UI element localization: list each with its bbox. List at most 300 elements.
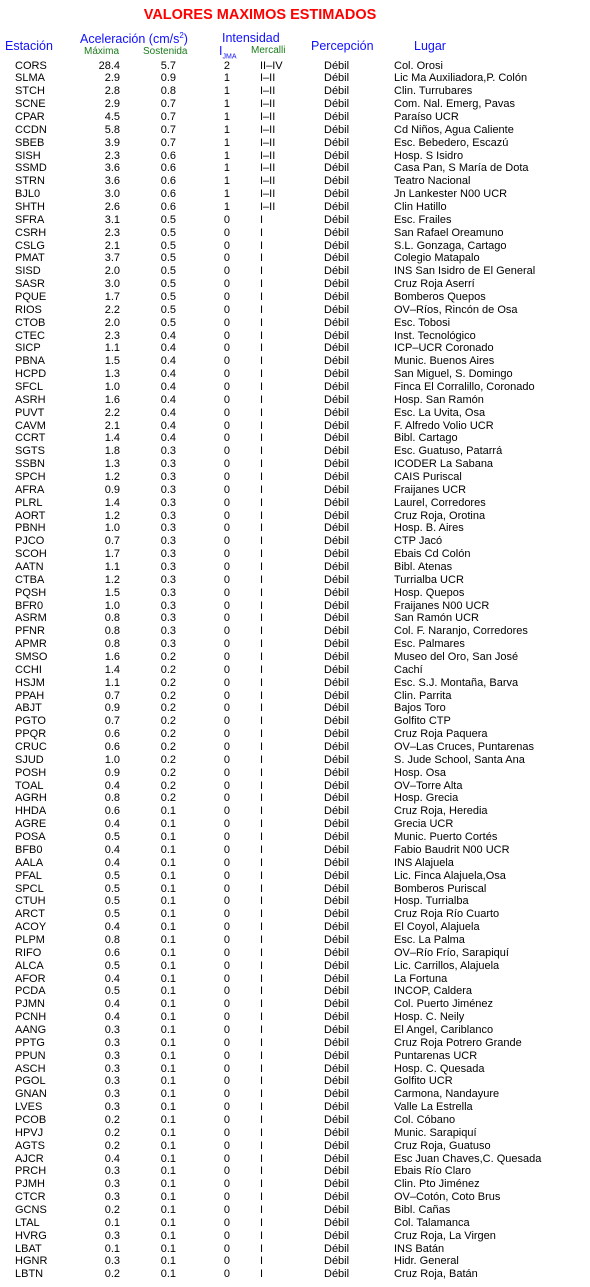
station-code: PBNA <box>15 355 45 368</box>
location: Ebais Cd Colón <box>394 548 471 561</box>
sustained-acceleration: 0.4 <box>160 329 176 342</box>
header-ijma-letter: I <box>219 44 223 58</box>
station-code: HCPD <box>15 368 47 381</box>
table-row <box>0 137 590 150</box>
station-code: CPAR <box>15 110 45 123</box>
perception: Débil <box>324 1165 350 1178</box>
intensity-mercalli: I <box>260 432 264 445</box>
station-code: PPQR <box>15 728 47 741</box>
station-code: HVRG <box>15 1229 47 1242</box>
sustained-acceleration: 0.1 <box>160 1126 176 1139</box>
table-row <box>0 844 590 857</box>
table-row <box>0 188 590 201</box>
station-code: PLRL <box>15 496 43 509</box>
intensity-mercalli: I <box>260 380 264 393</box>
station-code: HPVJ <box>15 1126 44 1139</box>
intensity-mercalli: I <box>260 1139 264 1152</box>
perception: Débil <box>324 599 350 612</box>
perception: Débil <box>324 85 350 98</box>
max-acceleration: 0.8 <box>104 792 120 805</box>
table-row <box>0 973 590 986</box>
intensity-jma: 0 <box>223 342 230 355</box>
max-acceleration: 0.3 <box>104 1229 120 1242</box>
intensity-mercalli: I <box>260 573 264 586</box>
table-row <box>0 664 590 677</box>
intensity-mercalli: I <box>260 1255 264 1268</box>
intensity-mercalli: I <box>260 1268 264 1281</box>
intensity-mercalli: II–IV <box>260 59 283 72</box>
perception: Débil <box>324 265 350 278</box>
intensity-jma: 0 <box>223 239 230 252</box>
perception: Débil <box>324 998 350 1011</box>
perception: Débil <box>324 1139 350 1152</box>
intensity-jma: 0 <box>223 972 230 985</box>
intensity-jma: 0 <box>223 561 230 574</box>
perception: Débil <box>324 329 350 342</box>
table-row <box>0 445 590 458</box>
table-row <box>0 497 590 510</box>
location: Col. F. Naranjo, Corredores <box>394 625 528 638</box>
station-code: CORS <box>15 59 47 72</box>
intensity-jma: 1 <box>223 98 230 111</box>
perception: Débil <box>324 856 350 869</box>
intensity-mercalli: I <box>260 1126 264 1139</box>
table-row <box>0 1230 590 1243</box>
table-row <box>0 600 590 613</box>
intensity-jma: 0 <box>223 856 230 869</box>
max-acceleration: 1.5 <box>104 586 120 599</box>
sustained-acceleration: 0.1 <box>160 1088 176 1101</box>
intensity-jma: 1 <box>223 110 230 123</box>
header-aceleracion-text: Aceleración (cm/s <box>80 32 180 47</box>
sustained-acceleration: 0.6 <box>160 200 176 213</box>
location: Esc Juan Chaves,C. Quesada <box>394 1152 542 1165</box>
intensity-mercalli: I <box>260 1075 264 1088</box>
table-row <box>0 394 590 407</box>
max-acceleration: 2.3 <box>104 329 120 342</box>
intensity-mercalli: I <box>260 1088 264 1101</box>
perception: Débil <box>324 561 350 574</box>
intensity-jma: 0 <box>223 1011 230 1024</box>
sustained-acceleration: 0.1 <box>160 1165 176 1178</box>
perception: Débil <box>324 1023 350 1036</box>
table-row <box>0 484 590 497</box>
intensity-jma: 0 <box>223 882 230 895</box>
sustained-acceleration: 0.3 <box>160 535 176 548</box>
sustained-acceleration: 0.3 <box>160 573 176 586</box>
location: Hosp. B. Aires <box>394 522 464 535</box>
table-row <box>0 420 590 433</box>
station-code: CTEC <box>15 329 45 342</box>
perception: Débil <box>324 1268 350 1281</box>
table-row <box>0 690 590 703</box>
station-code: SICP <box>15 342 41 355</box>
station-code: SHTH <box>15 200 45 213</box>
station-code: ASCH <box>15 1062 46 1075</box>
max-acceleration: 0.8 <box>104 612 120 625</box>
intensity-jma: 0 <box>223 406 230 419</box>
sustained-acceleration: 0.1 <box>160 1178 176 1191</box>
intensity-jma: 0 <box>223 445 230 458</box>
sustained-acceleration: 0.4 <box>160 368 176 381</box>
location: Munic. Sarapiquí <box>394 1126 477 1139</box>
location: S.L. Gonzaga, Cartago <box>394 239 507 252</box>
perception: Débil <box>324 573 350 586</box>
location: Hosp. Turrialba <box>394 895 469 908</box>
location: F. Alfredo Volio UCR <box>394 419 494 432</box>
location: Bomberos Quepos <box>394 290 486 303</box>
max-acceleration: 0.4 <box>104 998 120 1011</box>
intensity-mercalli: I <box>260 676 264 689</box>
max-acceleration: 0.4 <box>104 779 120 792</box>
perception: Débil <box>324 226 350 239</box>
intensity-mercalli: I <box>260 741 264 754</box>
intensity-mercalli: I–II <box>260 110 276 123</box>
intensity-mercalli: I <box>260 316 264 329</box>
perception: Débil <box>324 535 350 548</box>
table-row <box>0 908 590 921</box>
location: Puntarenas UCR <box>394 1049 478 1062</box>
intensity-jma: 0 <box>223 779 230 792</box>
station-code: SPCH <box>15 471 46 483</box>
station-code: CCHI <box>15 663 42 676</box>
sustained-acceleration: 0.4 <box>160 419 176 432</box>
sustained-acceleration: 0.1 <box>160 972 176 985</box>
intensity-jma: 0 <box>223 316 230 329</box>
intensity-jma: 0 <box>223 959 230 972</box>
station-code: POSA <box>15 831 46 844</box>
perception: Débil <box>324 136 350 149</box>
location: Cruz Roja Aserrí <box>394 278 475 291</box>
perception: Débil <box>324 445 350 458</box>
max-acceleration: 2.9 <box>104 98 120 111</box>
perception: Débil <box>324 625 350 638</box>
location: Ebais Río Claro <box>394 1165 472 1178</box>
sustained-acceleration: 0.4 <box>160 406 176 419</box>
max-acceleration: 2.2 <box>104 303 120 316</box>
intensity-mercalli: I <box>260 496 264 509</box>
location: Hosp. Quepos <box>394 586 465 599</box>
sustained-acceleration: 0.3 <box>160 522 176 535</box>
intensity-mercalli: I <box>260 959 264 972</box>
intensity-mercalli: I <box>260 715 264 728</box>
location: Col. Talamanca <box>394 1216 470 1229</box>
table-row <box>0 214 590 227</box>
max-acceleration: 0.3 <box>104 1023 120 1036</box>
intensity-jma: 0 <box>223 548 230 561</box>
perception: Débil <box>324 586 350 599</box>
table-row <box>0 677 590 690</box>
sustained-acceleration: 0.3 <box>160 586 176 599</box>
table-row <box>0 368 590 381</box>
intensity-jma: 1 <box>223 123 230 136</box>
location: Lic. Finca Alajuela,Osa <box>394 869 506 882</box>
intensity-jma: 0 <box>223 1023 230 1036</box>
table-row <box>0 1011 590 1024</box>
sustained-acceleration: 0.2 <box>160 728 176 741</box>
perception: Débil <box>324 882 350 895</box>
sustained-acceleration: 0.3 <box>160 458 176 471</box>
perception: Débil <box>324 1242 350 1255</box>
intensity-mercalli: I <box>260 1242 264 1255</box>
intensity-jma: 0 <box>223 805 230 818</box>
max-acceleration: 0.5 <box>104 908 120 921</box>
station-code: RIOS <box>15 303 42 316</box>
intensity-jma: 0 <box>223 1203 230 1216</box>
max-acceleration: 3.6 <box>104 162 120 175</box>
station-code: PFAL <box>15 869 42 882</box>
intensity-mercalli: I <box>260 766 264 779</box>
table-row <box>0 715 590 728</box>
perception: Débil <box>324 123 350 136</box>
intensity-jma: 0 <box>223 522 230 535</box>
station-code: LBTN <box>15 1268 44 1281</box>
max-acceleration: 0.4 <box>104 818 120 831</box>
intensity-mercalli: I <box>260 548 264 561</box>
location: Grecia UCR <box>394 818 454 831</box>
table-row <box>0 342 590 355</box>
intensity-jma: 0 <box>223 432 230 445</box>
max-acceleration: 2.0 <box>104 316 120 329</box>
perception: Débil <box>324 779 350 792</box>
intensity-jma: 0 <box>223 1088 230 1101</box>
table-row <box>0 432 590 445</box>
perception: Débil <box>324 1126 350 1139</box>
intensity-jma: 0 <box>223 933 230 946</box>
perception: Débil <box>324 483 350 496</box>
location: Turrialba UCR <box>394 573 464 586</box>
sustained-acceleration: 0.5 <box>160 290 176 303</box>
intensity-jma: 0 <box>223 1242 230 1255</box>
sustained-acceleration: 0.3 <box>160 561 176 574</box>
intensity-mercalli: I <box>260 213 264 226</box>
intensity-jma: 0 <box>223 651 230 664</box>
intensity-jma: 0 <box>223 831 230 844</box>
max-acceleration: 0.1 <box>104 1242 120 1255</box>
location: INCOP, Caldera <box>394 985 473 998</box>
max-acceleration: 0.3 <box>104 1255 120 1268</box>
perception: Débil <box>324 831 350 844</box>
location: Hosp. Osa <box>394 766 446 779</box>
intensity-mercalli: I <box>260 342 264 355</box>
location: San Ramón UCR <box>394 612 479 625</box>
perception: Débil <box>324 72 350 85</box>
intensity-jma: 0 <box>223 278 230 291</box>
table-row <box>0 805 590 818</box>
station-code: PRCH <box>15 1165 47 1178</box>
sustained-acceleration: 0.1 <box>160 805 176 818</box>
intensity-mercalli: I <box>260 406 264 419</box>
location: Esc. S.J. Montaña, Barva <box>394 676 519 689</box>
perception: Débil <box>324 1049 350 1062</box>
sustained-acceleration: 0.1 <box>160 1255 176 1268</box>
intensity-mercalli: I <box>260 895 264 908</box>
perception: Débil <box>324 213 350 226</box>
perception: Débil <box>324 548 350 561</box>
intensity-jma: 0 <box>223 1165 230 1178</box>
intensity-mercalli: I <box>260 998 264 1011</box>
max-acceleration: 0.6 <box>104 728 120 741</box>
max-acceleration: 1.0 <box>104 522 120 535</box>
max-acceleration: 0.2 <box>104 1268 120 1281</box>
max-acceleration: 3.6 <box>104 175 120 188</box>
intensity-mercalli: I–II <box>260 149 276 162</box>
table-row <box>0 1268 590 1281</box>
max-acceleration: 0.8 <box>104 625 120 638</box>
sustained-acceleration: 0.1 <box>160 959 176 972</box>
station-code: ASRH <box>15 393 46 406</box>
max-acceleration: 3.7 <box>104 252 120 265</box>
max-acceleration: 0.7 <box>104 715 120 728</box>
location: Lic Ma Auxiliadora,P. Colón <box>394 72 528 85</box>
intensity-jma: 0 <box>223 908 230 921</box>
sustained-acceleration: 0.6 <box>160 188 176 201</box>
table-row <box>0 857 590 870</box>
station-code: CCDN <box>15 123 47 136</box>
sustained-acceleration: 0.3 <box>160 625 176 638</box>
max-acceleration: 1.6 <box>104 651 120 664</box>
station-code: SISD <box>15 265 41 278</box>
sustained-acceleration: 0.6 <box>160 162 176 175</box>
location: El Angel, Cariblanco <box>394 1023 494 1036</box>
table-row <box>0 1075 590 1088</box>
sustained-acceleration: 0.3 <box>160 471 176 483</box>
table-row <box>0 818 590 831</box>
max-acceleration: 2.1 <box>104 419 120 432</box>
station-code: GNAN <box>15 1088 47 1101</box>
intensity-jma: 0 <box>223 998 230 1011</box>
sustained-acceleration: 0.2 <box>160 651 176 664</box>
station-code: AGRE <box>15 818 47 831</box>
intensity-mercalli: I <box>260 239 264 252</box>
intensity-mercalli: I <box>260 818 264 831</box>
table-row <box>0 1204 590 1217</box>
table-row <box>0 240 590 253</box>
sustained-acceleration: 0.1 <box>160 908 176 921</box>
intensity-mercalli: I <box>260 522 264 535</box>
sustained-acceleration: 0.3 <box>160 612 176 625</box>
sustained-acceleration: 0.5 <box>160 252 176 265</box>
perception: Débil <box>324 972 350 985</box>
station-code: CSLG <box>15 239 45 252</box>
perception: Débil <box>324 1088 350 1101</box>
location: Col. Puerto Jiménez <box>394 998 494 1011</box>
station-code: PQSH <box>15 586 47 599</box>
perception: Débil <box>324 612 350 625</box>
location: Bibl. Cañas <box>394 1203 451 1216</box>
header-ijma <box>219 44 236 61</box>
intensity-mercalli: I <box>260 1062 264 1075</box>
intensity-mercalli: I–II <box>260 85 276 98</box>
intensity-mercalli: I <box>260 702 264 715</box>
perception: Débil <box>324 278 350 291</box>
sustained-acceleration: 0.3 <box>160 548 176 561</box>
location: Hidr. General <box>394 1255 459 1268</box>
station-code: CTOB <box>15 316 46 329</box>
station-code: PLPM <box>15 933 45 946</box>
max-acceleration: 2.9 <box>104 72 120 85</box>
perception: Débil <box>324 200 350 213</box>
intensity-mercalli: I <box>260 561 264 574</box>
table-row <box>0 587 590 600</box>
sustained-acceleration: 0.1 <box>160 998 176 1011</box>
sustained-acceleration: 0.2 <box>160 689 176 702</box>
location: OV–Torre Alta <box>394 779 463 792</box>
station-code: CTCR <box>15 1191 46 1204</box>
table-row <box>0 574 590 587</box>
sustained-acceleration: 0.1 <box>160 1011 176 1024</box>
sustained-acceleration: 0.5 <box>160 239 176 252</box>
intensity-mercalli: I <box>260 1113 264 1126</box>
max-acceleration: 2.3 <box>104 149 120 162</box>
max-acceleration: 0.3 <box>104 1165 120 1178</box>
sustained-acceleration: 0.1 <box>160 882 176 895</box>
station-code: CTBA <box>15 573 45 586</box>
table-row <box>0 252 590 265</box>
intensity-jma: 0 <box>223 1152 230 1165</box>
sustained-acceleration: 0.3 <box>160 599 176 612</box>
sustained-acceleration: 0.4 <box>160 432 176 445</box>
sustained-acceleration: 0.7 <box>160 136 176 149</box>
sustained-acceleration: 0.6 <box>160 175 176 188</box>
sustained-acceleration: 0.1 <box>160 1139 176 1152</box>
intensity-jma: 0 <box>223 985 230 998</box>
intensity-jma: 0 <box>223 393 230 406</box>
location: La Fortuna <box>394 972 448 985</box>
intensity-jma: 0 <box>223 1216 230 1229</box>
intensity-jma: 0 <box>223 728 230 741</box>
table-row <box>0 1050 590 1063</box>
location: Cruz Roja, La Virgen <box>394 1229 496 1242</box>
table-row <box>0 111 590 124</box>
sustained-acceleration: 0.1 <box>160 1242 176 1255</box>
intensity-mercalli: I <box>260 663 264 676</box>
intensity-jma: 2 <box>223 59 230 72</box>
location: Clin Hatillo <box>394 200 447 213</box>
perception: Débil <box>324 380 350 393</box>
header-mercalli: Mercalli <box>251 45 286 56</box>
table-row <box>0 162 590 175</box>
perception: Débil <box>324 1152 350 1165</box>
intensity-jma: 0 <box>223 895 230 908</box>
max-acceleration: 0.1 <box>104 1216 120 1229</box>
location: Cruz Roja, Guatuso <box>394 1139 491 1152</box>
station-code: SFCL <box>15 380 44 393</box>
max-acceleration: 0.3 <box>104 1101 120 1114</box>
station-code: SCNE <box>15 98 46 111</box>
location: Bibl. Cartago <box>394 432 458 445</box>
location: Bomberos Puriscal <box>394 882 487 895</box>
intensity-mercalli: I <box>260 303 264 316</box>
table-row <box>0 535 590 548</box>
station-code: STRN <box>15 175 45 188</box>
location: Esc. La Palma <box>394 933 465 946</box>
max-acceleration: 0.8 <box>104 638 120 651</box>
intensity-jma: 0 <box>223 368 230 381</box>
sustained-acceleration: 0.2 <box>160 741 176 754</box>
location: Esc. Palmares <box>394 638 465 651</box>
location: OV–Ríos, Rincón de Osa <box>394 303 518 316</box>
max-acceleration: 0.2 <box>104 1203 120 1216</box>
sustained-acceleration: 0.6 <box>160 149 176 162</box>
location: Com. Nal. Emerg, Pavas <box>394 98 516 111</box>
station-code: CAVM <box>15 419 46 432</box>
location: INS San Isidro de El General <box>394 265 536 278</box>
table-row <box>0 651 590 664</box>
station-code: ABJT <box>15 702 42 715</box>
location: San Rafael Oreamuno <box>394 226 504 239</box>
sustained-acceleration: 0.2 <box>160 702 176 715</box>
